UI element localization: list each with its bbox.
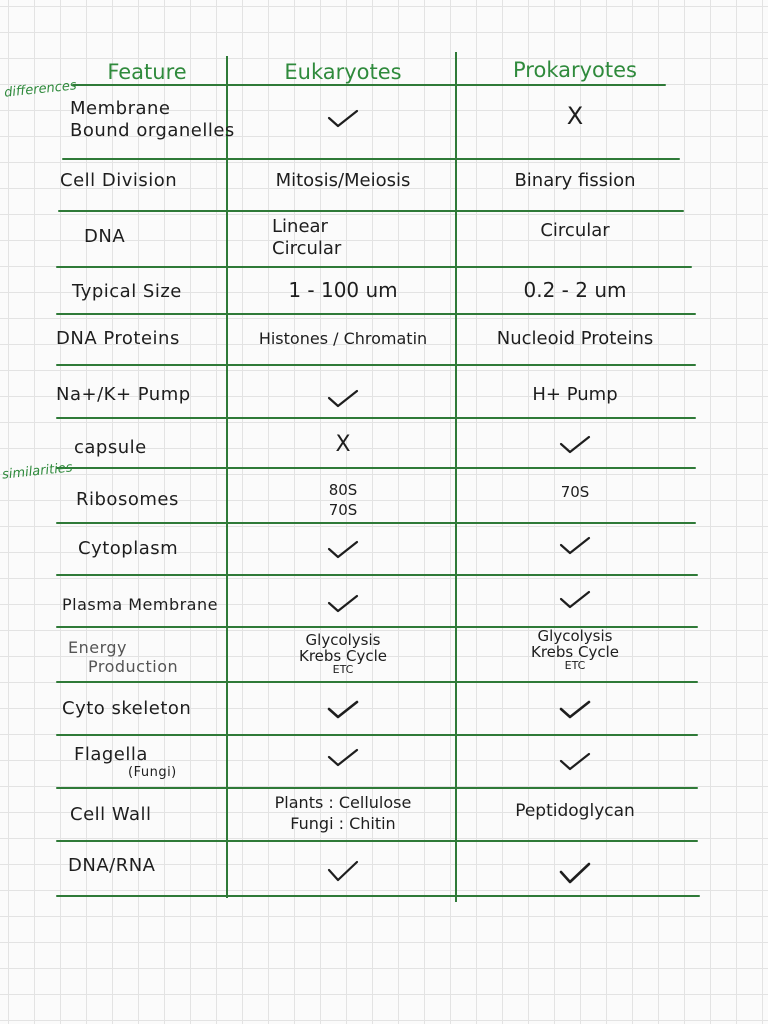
- row-line: [56, 840, 698, 842]
- prokaryotes-cell-wall: Peptidoglycan: [515, 801, 635, 821]
- row-line: [56, 364, 696, 366]
- eukaryotes-dna-proteins: Histones / Chromatin: [258, 329, 428, 348]
- note-differences: differences: [3, 78, 78, 101]
- check-icon: [230, 537, 456, 565]
- eukaryotes-dna: Linear Circular: [272, 216, 342, 259]
- prokaryotes-dna-proteins: Nucleoid Proteins: [496, 328, 654, 349]
- row-line: [56, 417, 696, 419]
- row-line: [56, 522, 696, 524]
- feature-capsule: capsule: [74, 437, 147, 458]
- check-icon: [230, 745, 456, 773]
- feature-cytoplasm: Cytoplasm: [78, 538, 179, 559]
- row-line: [56, 895, 700, 897]
- feature-typical-size: Typical Size: [72, 281, 182, 302]
- eukaryotes-cell-wall: Plants : Cellulose Fungi : Chitin: [274, 793, 412, 833]
- row-line: [56, 574, 698, 576]
- header-eukaryotes: Eukaryotes: [284, 60, 402, 84]
- feature-energy-production: Energy Production: [68, 638, 179, 676]
- check-icon: [230, 697, 456, 725]
- feature-ribosomes: Ribosomes: [76, 489, 179, 510]
- row-line: [56, 681, 698, 683]
- check-icon: [230, 591, 456, 619]
- feature-cyto-skeleton: Cyto skeleton: [62, 698, 192, 719]
- check-icon: [230, 386, 456, 414]
- row-line: [62, 158, 680, 160]
- row-line: [56, 313, 696, 315]
- header-prokaryotes: Prokaryotes: [513, 58, 637, 82]
- row-line: [72, 84, 666, 86]
- prokaryotes-energy-production: Glycolysis Krebs Cycle ETC: [530, 627, 619, 672]
- check-icon: [460, 432, 690, 460]
- feature-flagella: Flagella (Fungi): [74, 744, 177, 780]
- check-icon: [230, 106, 456, 134]
- row-line: [56, 787, 698, 789]
- cross-icon: X: [335, 432, 351, 457]
- cross-icon: X: [566, 102, 584, 130]
- check-icon: [230, 858, 456, 886]
- check-icon: [460, 533, 690, 561]
- prokaryotes-ribosomes: 70S: [560, 483, 590, 501]
- check-icon: [460, 749, 690, 777]
- check-icon: [460, 697, 690, 725]
- eukaryotes-cell-division: Mitosis/Meiosis: [275, 170, 411, 191]
- check-icon: [460, 860, 690, 888]
- prokaryotes-cell-division: Binary fission: [514, 170, 636, 191]
- note-similarities: similarities: [1, 460, 74, 483]
- row-line: [56, 467, 696, 469]
- eukaryotes-typical-size: 1 - 100 um: [288, 278, 398, 302]
- feature-dna-proteins: DNA Proteins: [56, 328, 180, 349]
- prokaryotes-na-k-pump: H+ Pump: [532, 384, 618, 405]
- eukaryotes-ribosomes: 80S 70S: [328, 481, 358, 519]
- feature-na-k-pump: Na+/K+ Pump: [56, 384, 191, 405]
- feature-plasma-membrane: Plasma Membrane: [62, 595, 218, 614]
- prokaryotes-typical-size: 0.2 - 2 um: [523, 278, 627, 302]
- feature-dna-rna: DNA/RNA: [68, 855, 156, 876]
- feature-cell-wall: Cell Wall: [70, 804, 152, 825]
- header-feature: Feature: [107, 60, 187, 84]
- feature-membrane-bound-organelles: Membrane Bound organelles: [70, 98, 235, 141]
- check-icon: [460, 587, 690, 615]
- row-line: [56, 734, 698, 736]
- eukaryotes-energy-production: Glycolysis Krebs Cycle ETC: [298, 631, 387, 676]
- row-line: [58, 210, 684, 212]
- prokaryotes-dna: Circular: [540, 220, 610, 241]
- feature-dna: DNA: [84, 226, 126, 247]
- feature-cell-division: Cell Division: [60, 170, 178, 191]
- row-line: [56, 266, 692, 268]
